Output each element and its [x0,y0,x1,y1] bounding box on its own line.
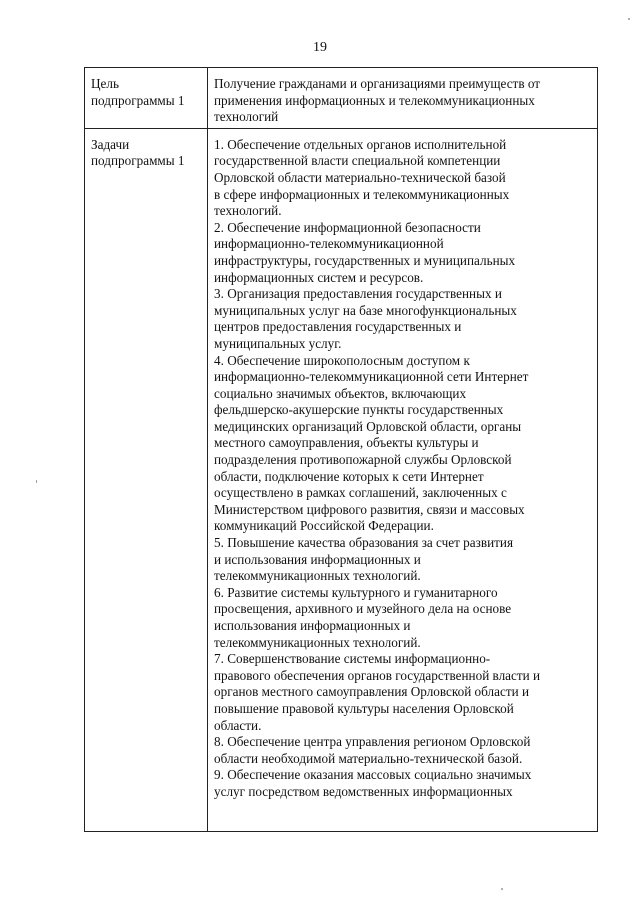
scan-speck [501,888,503,890]
goal-label: Цель подпрограммы 1 [91,76,185,108]
task-item-5: 5. Повышение качества образования за счет развития и использования информационных и телекоммуникационных технологий. [214,535,514,584]
goal-label-cell [85,68,208,129]
task-item-6: 6. Развитие системы культурного и гуманитарного просвещения, архивного и музейного дела на основе использования информационных и телекоммуникационных технологий. [214,584,512,650]
task-item-2: 2. Обеспечение информационной безопасности информационно-телекоммуникационной инфраструктуры, государственных и муниципальных информационных систем и ресурсов. [214,219,516,285]
scan-speck [628,18,630,20]
goal-value-cell [208,68,598,129]
tasks-list-cell [208,128,598,831]
task-item-1: 1. Обеспечение отдельных органов исполнительной государственной власти специальной компетенции Орловской области материально-технической базой в сфере информационных и телекоммуникационных технологий. [214,136,510,219]
tasks-label: Задачи подпрограммы 1 [91,136,185,169]
task-item-4: 4. Обеспечение широкополосным доступом к информационно-телекоммуникационной сети Интернет социально значимых объектов, включающих фельдшерско-акушерские пункты государственных медицинских организаций Орловской области, органы местного самоуправления, объекты культуры и подразделения противопожарной службы Орловской области, подключение которых к сети Интернет осуществлено в рамках соглашений, заключенных с Министерством цифрового развития, связи и массовых коммуникаций Российской Федерации. [214,352,529,534]
table-row-goal [85,68,598,129]
goal-value: Получение гражданами и организациями преимуществ от применения информационных и телекоммуникационных технологий [214,76,541,125]
subprogram-passport-table [84,67,598,832]
scan-speck [36,480,37,483]
page-number: 19 [313,40,327,55]
task-item-7: 7. Совершенствование системы информационно- правового обеспечения органов государственной власти и органов местного самоуправления Орловской области и повышение правовой культуры населения Орловской области. [214,651,541,733]
table-row-tasks [85,128,598,831]
tasks-label-cell [85,128,208,831]
task-item-8: 8. Обеспечение центра управления регионом Орловской области необходимой материально-технической базой. [214,734,531,766]
task-item-3: 3. Организация предоставления государственных и муниципальных услуг на базе многофункциональных центров предоставления государственных и муниципальных услуг. [214,286,517,351]
task-item-9: 9. Обеспечение оказания массовых социально значимых услуг посредством ведомственных информационных [214,767,532,799]
